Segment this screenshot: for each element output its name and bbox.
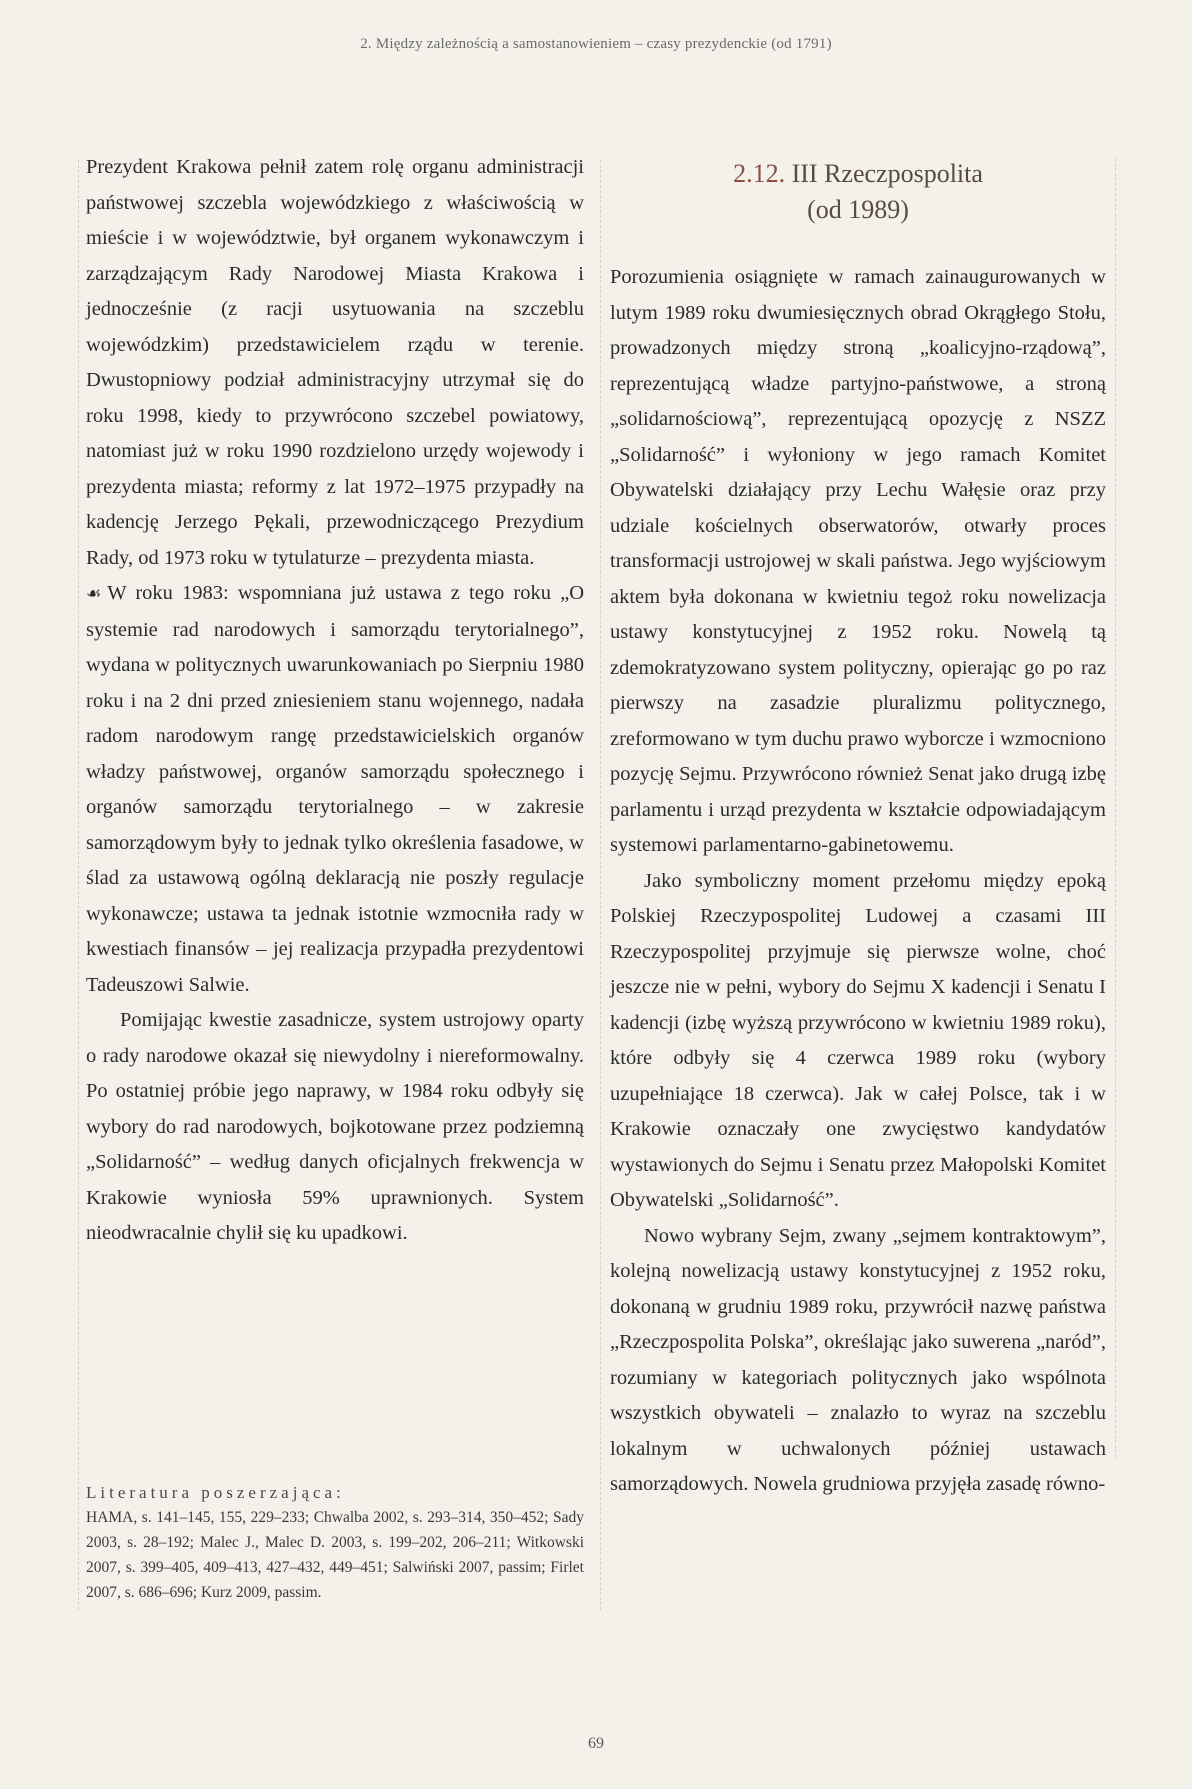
- fleuron-icon: ☙: [86, 584, 102, 604]
- right-column: [610, 150, 1106, 1503]
- running-header: 2. Między zależnością a samostanowieniem – czasy prezydenckie (od 1791): [360, 36, 832, 52]
- literature-title: Literatura poszerzająca:: [86, 1483, 345, 1502]
- paragraph-porozumienia: Porozumienia osiągnięte w ramach zainaugurowanych w lutym 1989 roku dwumiesięcznych obrad Okrągłego Stołu, prowadzonych między stroną „koalicyjno-rządową”, reprezentującą władze partyjno-państwowe, a stroną „solidarnościową”, reprezentującą opozycję z NSZZ „Solidarność” i wyłoniony w jego ramach Komitet Obywatelski działający przy Lechu Wałęsie oraz przy udziale kościelnych obserwatorów, otwarły proces transformacji ustrojowej w skali państwa. Jego wyjściowym aktem była dokonana w kwietniu tegoż roku nowelizacja ustawy konstytucyjnej z 1952 roku. Nowelą tą zdemokratyzowano system polityczny, opierając go po raz pierwszy na zasadzie pluralizmu politycznego, zreformowano w tym duchu prawo wyborcze i wzmocniono pozycję Sejmu. Przywrócono również Senat jako drugą izbę parlamentu i urząd prezydenta w kształcie odpowiadającym systemowi parlamentarno-gabinetowemu.: [610, 266, 1106, 856]
- section-subtitle: (od 1989): [807, 195, 909, 224]
- left-column: [86, 150, 584, 1252]
- section-heading: [610, 156, 1106, 228]
- literature-text: HAMA, s. 141–145, 155, 229–233; Chwalba 2002, s. 293–314, 350–452; Sady 2003, s. 28–192; Malec J., Malec D. 2003, s. 199–202, 206–211; Witkowski 2007, s. 399–405, 409–413, 427–432, 449–451; Salwiński 2007, passim; Firlet 2007, s. 686–696; Kurz 2009, passim.: [86, 1509, 584, 1601]
- section-title: III Rzeczpospolita: [791, 159, 983, 188]
- paragraph-prezydent-krakowa: Prezydent Krakowa pełnił zatem rolę organu administracji państwowej szczebla wojewódzkiego z właściwością w mieście i w województwie, był organem wykonawczym i zarządzającym Rady Narodowej Miasta Krakowa i jednocześnie (z racji usytuowania na szczeblu wojewódzkim) przedstawicielem rządu w terenie. Dwustopniowy podział administracyjny utrzymał się do roku 1998, kiedy to przywrócono szczebel powiatowy, natomiast już w roku 1990 rozdzielono urzędy wojewody i prezydenta miasta; reformy z lat 1972–1975 przypadły na kadencję Jerzego Pękali, przewodniczącego Prezydium Rady, od 1973 roku w tytulaturze – prezydenta miasta.: [86, 156, 584, 569]
- section-number: 2.12.: [733, 159, 786, 188]
- paragraph-roku-1983: [86, 576, 584, 1003]
- paragraph-pomijajac: Pomijając kwestie zasadnicze, system ustrojowy oparty o rady narodowe okazał się niewydolny i niereformowalny. Po ostatniej próbie jego naprawy, w 1984 roku odbyły się wybory do rad narodowych, bojkotowane przez podziemną „Solidarność” – według danych oficjalnych frekwencja w Krakowie wyniosła 59% uprawnionych. System nieodwracalnie chylił się ku upadkowi.: [86, 1009, 584, 1244]
- page-number: 69: [588, 1735, 604, 1752]
- literature-block: [86, 1483, 584, 1605]
- paragraph-nowo-wybrany-sejm: Nowo wybrany Sejm, zwany „sejmem kontraktowym”, kolejną nowelizacją ustawy konstytucyjnej z 1952 roku, dokonaną w grudniu 1989 roku, przywrócił nazwę państwa „Rzeczpospolita Polska”, określając jako suwerena „naród”, rozumiany w kategoriach politycznych jako wspólnota wszystkich obywateli – znalazło to wyraz na szczeblu lokalnym w uchwalonych później ustawach samorządowych. Nowela grudniowa przyjęła zasadę równo-: [610, 1224, 1106, 1495]
- paragraph-roku-1983-text: W roku 1983: wspomniana już ustawa z tego roku „O systemie rad narodowych i samorządu terytorialnego”, wydana w politycznych uwarunkowaniach po Sierpniu 1980 roku i na 2 dni przed zniesieniem stanu wojennego, nadała radom narodowym rangę przedstawicielskich organów władzy państwowej, organów samorządu społecznego i organów samorządu terytorialnego – w zakresie samorządowym były to jednak tylko określenia fasadowe, w ślad za ustawową ogólną deklaracją nie poszły regulacje wykonawcze; ustawa ta jednak istotnie wzmocniła rady w kwestiach finansów – jej realizacja przypadła prezydentowi Tadeuszowi Salwie.: [86, 582, 584, 996]
- paragraph-symboliczny-moment: Jako symboliczny moment przełomu między epoką Polskiej Rzeczypospolitej Ludowej a czasami III Rzeczypospolitej przyjmuje się pierwsze wolne, choć jeszcze nie w pełni, wybory do Sejmu X kadencji i Senatu I kadencji (izbę wyższą przywrócono w kwietniu 1989 roku), które odbyły się 4 czerwca 1989 roku (wybory uzupełniające 18 czerwca). Jak w całej Polsce, tak i w Krakowie oznaczały one zwycięstwo kandydatów wystawionych do Sejmu i Senatu przez Małopolski Komitet Obywatelski „Solidarność”.: [610, 869, 1106, 1211]
